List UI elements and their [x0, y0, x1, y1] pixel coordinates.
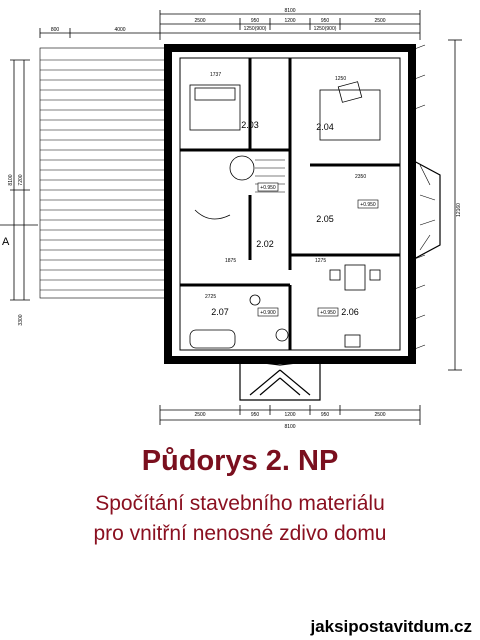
room-label-2-03: 2.03	[241, 120, 259, 130]
dim-top-part-3: 1200	[284, 18, 296, 24]
room-label-2-04: 2.04	[316, 122, 334, 132]
small-dim-5: 2350	[355, 174, 367, 180]
dim-left-vertical-2: 7200	[18, 174, 24, 186]
dim-left-width: 4000	[114, 27, 126, 33]
dim-top-sub-b: 1250(900)	[313, 26, 337, 32]
subtitle-line-2: pro vnitřní nenosné zdivo domu	[93, 522, 387, 545]
level-marker-1: +0.950	[260, 185, 276, 191]
dim-bottom-part-1: 2500	[194, 412, 206, 418]
room-label-2-06: 2.06	[341, 307, 359, 317]
footer-website: jaksipostavitdum.cz	[310, 617, 472, 636]
subtitle-line-1: Spočítání stavebního materiálu	[95, 492, 385, 515]
dim-top-total: 8100	[284, 8, 296, 14]
roof-hatching-right	[412, 45, 440, 350]
small-dim-3: 2725	[205, 294, 217, 300]
dim-bottom-part-5: 2500	[374, 412, 386, 418]
dim-bottom-total: 8100	[284, 424, 296, 430]
section-marker: A	[2, 236, 10, 248]
dim-right-vertical: 12160	[456, 203, 462, 217]
dim-left-vertical-3: 3300	[18, 314, 24, 326]
dim-top-part-5: 2500	[374, 18, 386, 24]
dim-top-part-2: 950	[250, 18, 260, 24]
page-title: Půdorys 2. NP	[141, 445, 339, 477]
roof-hatching-left	[40, 48, 168, 298]
small-dim-1: 1737	[210, 72, 222, 78]
level-marker-2: +0.950	[360, 202, 376, 208]
room-label-2-02: 2.02	[256, 239, 274, 249]
dim-left-vertical-1: 8100	[8, 174, 14, 186]
level-marker-3: +0.900	[260, 310, 276, 316]
dim-top-part-1: 2500	[194, 18, 206, 24]
small-dim-2: 1250	[335, 76, 347, 82]
small-dim-4: 1875	[225, 258, 237, 264]
dim-top-part-4: 950	[320, 18, 330, 24]
dim-bottom-part-2: 950	[250, 412, 260, 418]
small-dim-6: 1275	[315, 258, 327, 264]
dim-bottom-part-3: 1200	[284, 412, 296, 418]
room-label-2-05: 2.05	[316, 214, 334, 224]
level-marker-4: +0.950	[320, 310, 336, 316]
dim-top-sub-a: 1250(900)	[243, 26, 267, 32]
bottom-gable	[240, 360, 320, 400]
room-label-2-07: 2.07	[211, 307, 229, 317]
dim-left-a: 800	[50, 27, 60, 33]
dim-bottom-part-4: 950	[320, 412, 330, 418]
